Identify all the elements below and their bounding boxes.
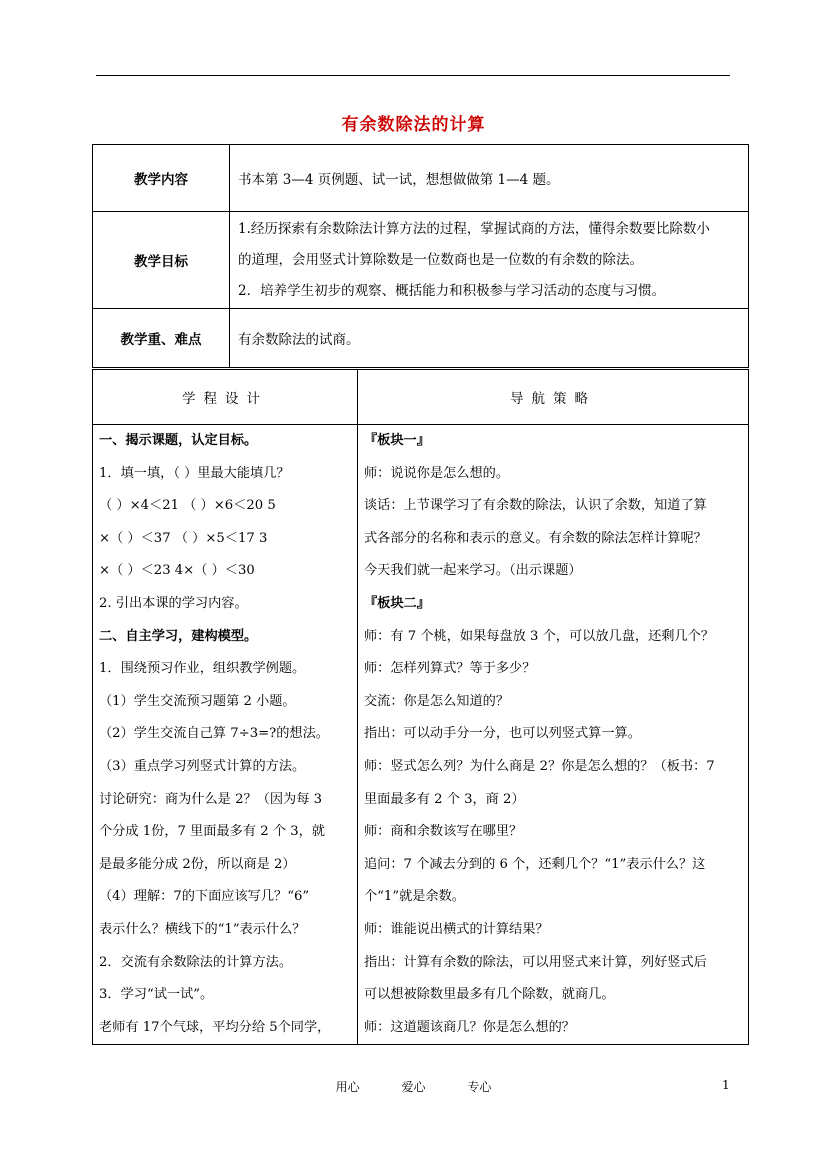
left-line: 3．学习“试一试”。 [99, 987, 214, 1003]
section-heading: 二、自主学习，建构模型。 [99, 628, 258, 644]
left-column-header: 学程设计 [93, 370, 358, 425]
section-heading: 一、揭示课题，认定目标。 [99, 433, 258, 448]
right-line: 指出：计算有余数的除法，可以用竖式来计算，列好竖式后 [364, 954, 707, 970]
goal-text [230, 212, 749, 309]
right-line: 式各部分的名称和表示的意义。有余数的除法怎样计算呢？ [364, 530, 707, 546]
left-line: （ ）×4＜21 （ ）×6＜20 5 [99, 498, 276, 514]
left-line: 1．填一填，（ ）里最大能填几？ [99, 465, 290, 481]
right-line: 交流：你是怎么知道的？ [364, 693, 510, 709]
learning-process-cell [93, 425, 358, 1045]
left-line: （1）学生交流预习题第 2 小题。 [99, 693, 296, 709]
right-line: 师：有 7 个桃，如果每盘放 3 个，可以放几盘，还剩几个？ [364, 628, 715, 644]
lesson-flow-table [92, 369, 749, 1045]
key-row [93, 309, 749, 368]
footer-motto: 爱心 [401, 1080, 426, 1094]
left-line: （4）理解：7的下面应该写几？“6” [99, 889, 310, 905]
left-line: 1．围绕预习作业，组织教学例题。 [99, 661, 306, 677]
right-line: 今天我们就一起来学习。（出示课题） [364, 563, 582, 579]
right-line: 可以想被除数里最多有几个除数，就商几。 [364, 987, 615, 1003]
page-number: 1 [722, 1078, 730, 1092]
content-label: 教学内容 [93, 145, 230, 212]
right-line: 里面最多有 2 个 3，商 2） [364, 791, 525, 807]
key-label: 教学重、难点 [93, 309, 230, 368]
right-line: 追问：7 个减去分到的 6 个，还剩几个？“1”表示什么？这 [364, 856, 706, 872]
right-line: 师：这道题该商几？你是怎么想的？ [364, 1019, 575, 1035]
goal-row [93, 212, 749, 309]
right-line: 个“1”就是余数。 [364, 889, 465, 905]
left-line: 是最多能分成 2份，所以商是 2） [99, 856, 296, 872]
footer-motto: 专心 [467, 1080, 492, 1094]
right-line: 师：商和余数该写在哪里？ [364, 824, 523, 840]
navigation-strategy-cell [358, 425, 749, 1045]
left-line: ×（ ）＜37 （ ）×5＜17 3 [99, 530, 268, 546]
left-line: 个分成 1份，7 里面最多有 2 个 3，就 [99, 824, 325, 840]
left-line: 2. 引出本课的学习内容。 [99, 595, 248, 611]
right-line: 谈话：上节课学习了有余数的除法，认识了余数，知道了算 [364, 498, 707, 514]
footer-motto: 用心 [335, 1080, 360, 1094]
content-row [93, 145, 749, 212]
block-heading: 『板块一』 [364, 433, 430, 448]
goal-line: 的道理，会用竖式计算除数是一位数商也是一位数的有余数的除法。 [238, 251, 643, 268]
page-title: 有余数除法的计算 [341, 115, 486, 135]
goal-line: 2．培养学生初步的观察、概括能力和积极参与学习活动的态度与习惯。 [238, 282, 666, 299]
lesson-info-table [92, 144, 749, 368]
page-footer [0, 1078, 827, 1095]
left-line: （2）学生交流自己算 7÷3=?的想法。 [99, 726, 329, 742]
goal-line: 1.经历探索有余数除法计算方法的过程，掌握试商的方法，懂得余数要比除数小 [238, 220, 710, 237]
content-text: 书本第 3—4 页例题、试一试，想想做做第 1—4 题。 [230, 145, 749, 212]
flow-body-row [93, 425, 749, 1045]
flow-header-row [93, 370, 749, 425]
left-line: （3）重点学习列竖式计算的方法。 [99, 758, 306, 774]
goal-label: 教学目标 [93, 212, 230, 309]
left-line: 2．交流有余数除法的计算方法。 [99, 954, 293, 970]
right-column-header: 导航策略 [358, 370, 749, 425]
block-heading: 『板块二』 [364, 595, 430, 611]
right-line: 师：怎样列算式？等于多少？ [364, 661, 536, 677]
right-line: 指出：可以动手分一分，也可以列竖式算一算。 [364, 726, 641, 742]
key-text: 有余数除法的试商。 [230, 309, 749, 368]
left-line: ×（ ）＜23 4×（ ）＜30 [99, 563, 255, 579]
left-line: 讨论研究：商为什么是 2？（因为每 3 [99, 791, 322, 807]
header-rule [96, 75, 730, 76]
right-line: 师：说说你是怎么想的。 [364, 465, 510, 481]
right-line: 师：竖式怎么列？为什么商是 2？你是怎么想的？（板书：7 [364, 758, 715, 774]
left-line: 老师有 17个气球，平均分给 5个同学， [99, 1019, 331, 1035]
left-line: 表示什么？横线下的“1”表示什么？ [99, 921, 306, 937]
right-line: 师：谁能说出横式的计算结果？ [364, 921, 549, 937]
